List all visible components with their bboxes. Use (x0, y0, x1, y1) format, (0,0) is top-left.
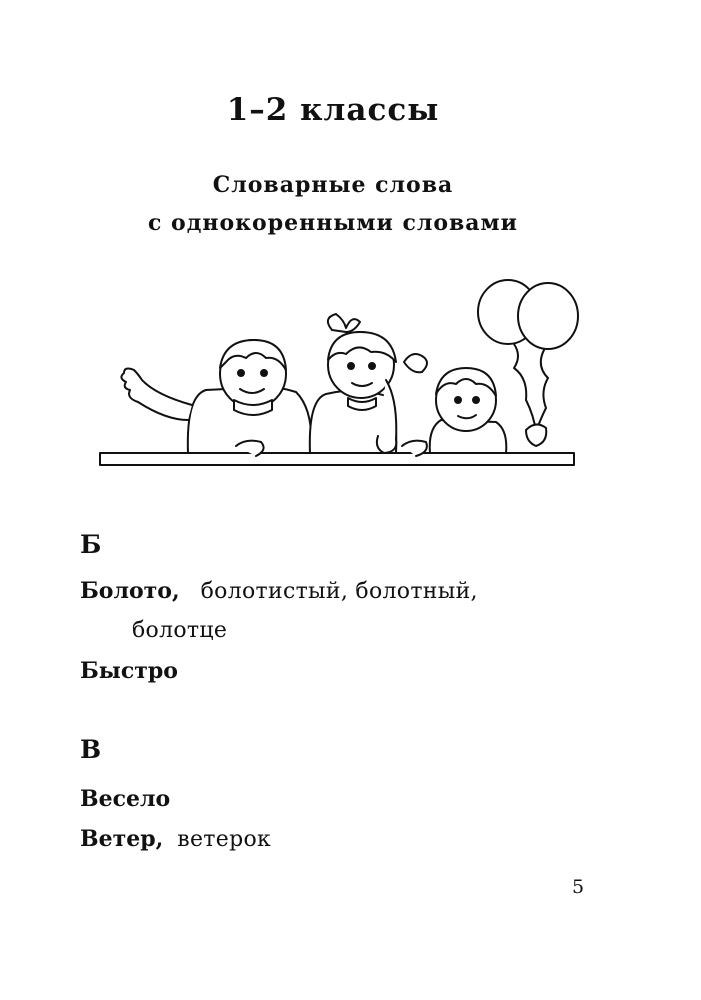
entry-veselo (80, 786, 170, 812)
entry-boloto (80, 578, 478, 604)
headword-separator: , (155, 826, 164, 852)
section-letter-v: В (80, 735, 102, 764)
entry-boloto-continuation: болотце (132, 618, 228, 643)
entry-bystro (80, 658, 178, 684)
related-forms: болотистый, болотный, (200, 579, 478, 604)
desk (100, 453, 574, 465)
headword: Быстро (80, 658, 178, 684)
section-letter-b: Б (80, 530, 102, 559)
headword: Весело (80, 786, 171, 812)
children-illustration (96, 270, 596, 470)
child-left (121, 340, 311, 456)
headword-separator: , (171, 578, 180, 604)
related-forms: ветерок (177, 827, 272, 852)
headword: Ветер (80, 826, 156, 852)
page-heading: 1–2 классы (226, 92, 440, 128)
child-middle (310, 314, 427, 456)
subheading-line-2: с однокоренными словами (147, 210, 518, 236)
headword: Болото (80, 578, 172, 604)
page-number: 5 (572, 876, 585, 898)
child-right (430, 368, 507, 453)
subheading-line-1: Словарные слова (212, 172, 454, 198)
entry-veter (80, 826, 271, 852)
